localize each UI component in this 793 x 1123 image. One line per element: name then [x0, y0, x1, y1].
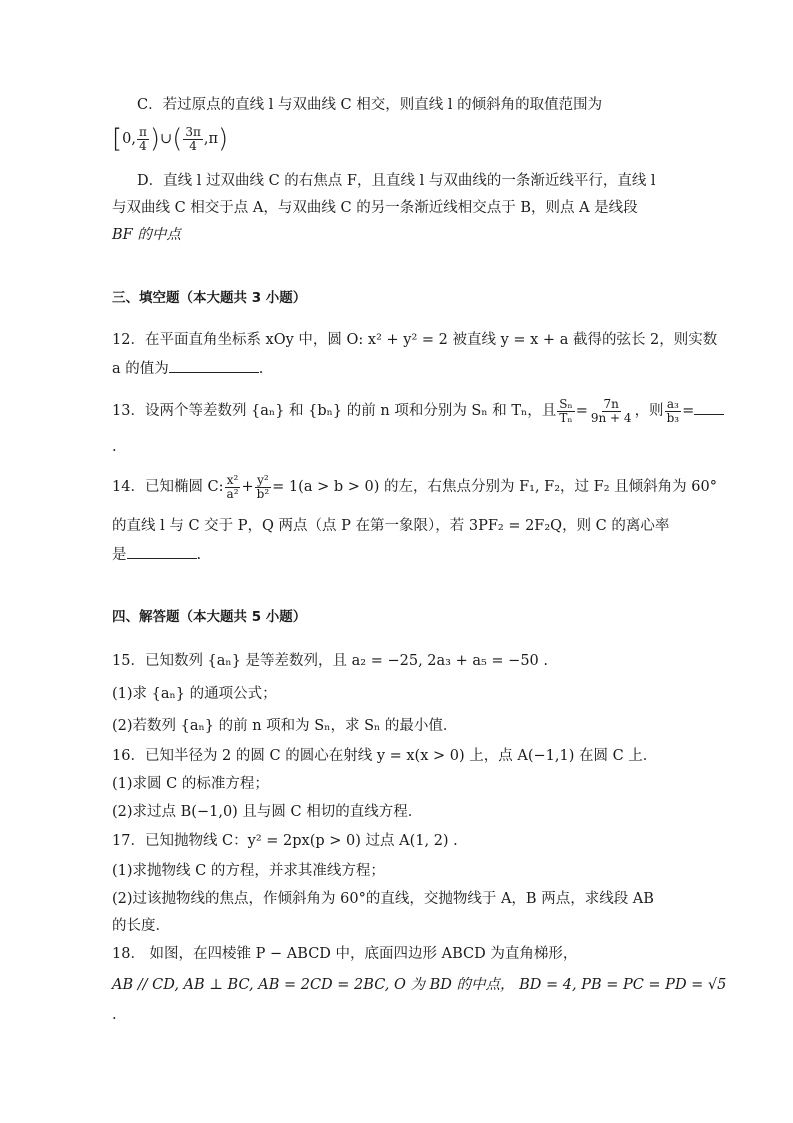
q18-line2: AB // CD, AB ⊥ BC, AB = 2CD = 2BC, O 为 BD 的中点， BD = 4, PB = PC = PD = √5 — [112, 977, 727, 993]
q12-line2: a 的值为 . — [112, 358, 263, 378]
fraction-pi-4: $\frac{\pi}{4}$ — [139, 125, 147, 153]
interval-right: ,π — [203, 131, 219, 148]
fraction-3pi-4: $\frac{3\pi}{4}$ — [185, 125, 201, 153]
q16-line1: 16．已知半径为 2 的圆 C 的圆心在射线 y = x(x > 0) 上，点 A(−1,1) 在圆 C 上． — [112, 748, 658, 764]
q17-line1: 17．已知抛物线 C：y² = 2px(p > 0) 过点 A(1, 2) . — [112, 833, 458, 849]
q17-part1: (1)求抛物线 C 的方程，并求其准线方程； — [112, 863, 385, 879]
option-d-line1: D．直线 l 过双曲线 C 的右焦点 F，且直线 l 与双曲线的一条渐近线平行，直线 l — [137, 173, 656, 189]
q15-part1: (1)求 {aₙ} 的通项公式； — [112, 686, 277, 702]
fraction-x2-a2: $\frac{\text{x²}}{\text{a²}}$ — [226, 473, 239, 501]
q18-line3: . — [112, 1007, 117, 1023]
option-d-line3: BF 的中点 — [112, 227, 181, 243]
answer-blank-14[interactable] — [127, 544, 197, 559]
q12-line1: 12．在平面直角坐标系 xOy 中，圆 O: x² + y² = 2 被直线 y = x + a 截得的弦长 2，则实数 — [112, 332, 718, 348]
q18-line1: 18． 如图，在四棱锥 P − ABCD 中，底面四边形 ABCD 为直角梯形， — [112, 946, 578, 962]
fraction-7n: $\frac{7n}{9n + 4}$ — [590, 397, 632, 425]
q14-line3: 是 . — [112, 544, 201, 564]
answer-blank-13[interactable] — [694, 400, 724, 415]
option-c-text: C．若过原点的直线 l 与双曲线 C 相交，则直线 l 的倾斜角的取值范围为 — [137, 97, 603, 113]
right-paren: ) — [149, 124, 161, 155]
left-bracket: [ — [112, 124, 123, 155]
q17-line4: 的长度． — [112, 918, 170, 934]
q13-line1: 13．设两个等差数列 {aₙ} 和 {bₙ} 的前 n 项和分别为 Sₙ 和 Tₙ，且 $\frac{\text{Sₙ}}{\text{Tₙ}}$ = $\frac{7n}{9n + 4}$ ，则 $\frac{\text{a₃}}{\text{b₃}}$ = — [112, 398, 724, 424]
q16-part1: (1)求圆 C 的标准方程； — [112, 776, 269, 792]
interval-left: 0, — [122, 131, 136, 148]
q17-part2: (2)过该抛物线的焦点，作倾斜角为 60°的直线，交抛物线于 A，B 两点，求线段 AB — [112, 891, 654, 907]
q16-part2: (2)求过点 B(−1,0) 且与圆 C 相切的直线方程． — [112, 804, 423, 820]
fraction-a3-b3: $\frac{\text{a₃}}{\text{b₃}}$ — [666, 397, 680, 425]
fraction-s-t: $\frac{\text{Sₙ}}{\text{Tₙ}}$ — [559, 397, 573, 425]
union-symbol: ∪ — [160, 131, 173, 148]
section-4-title: 四、解答题（本大题共 5 小题） — [112, 609, 307, 625]
q14-line1: 14．已知椭圆 C: $\frac{\text{x²}}{\text{a²}}$ + $\frac{\text{y²}}{\text{b²}}$ = 1(a > b > 0) 的左，右焦点分别为 F₁, F₂，过 F₂ 且倾斜角为 60° — [112, 473, 717, 501]
q14-line2: 的直线 l 与 C 交于 P，Q 两点（点 P 在第一象限），若 3PF₂ = 2F₂Q，则 C 的离心率 — [112, 518, 670, 534]
section-3-title: 三、填空题（本大题共 3 小题） — [112, 290, 307, 306]
right-paren-2: ) — [218, 124, 229, 155]
q15-line1: 15．已知数列 {aₙ} 是等差数列，且 a₂ = −25, 2a₃ + a₅ = −50 . — [112, 653, 548, 669]
q13-line2: . — [112, 439, 117, 455]
fraction-y2-b2: $\frac{\text{y²}}{\text{b²}}$ — [256, 473, 270, 501]
q15-part2: (2)若数列 {aₙ} 的前 n 项和为 Sₙ，求 Sₙ 的最小值． — [112, 718, 458, 734]
option-d-line2: 与双曲线 C 相交于点 A，与双曲线 C 的另一条渐近线相交点于 B，则点 A 是线段 — [112, 200, 638, 216]
option-c-interval — [112, 124, 229, 155]
answer-blank-12[interactable] — [169, 358, 259, 373]
left-paren: ( — [172, 124, 183, 155]
